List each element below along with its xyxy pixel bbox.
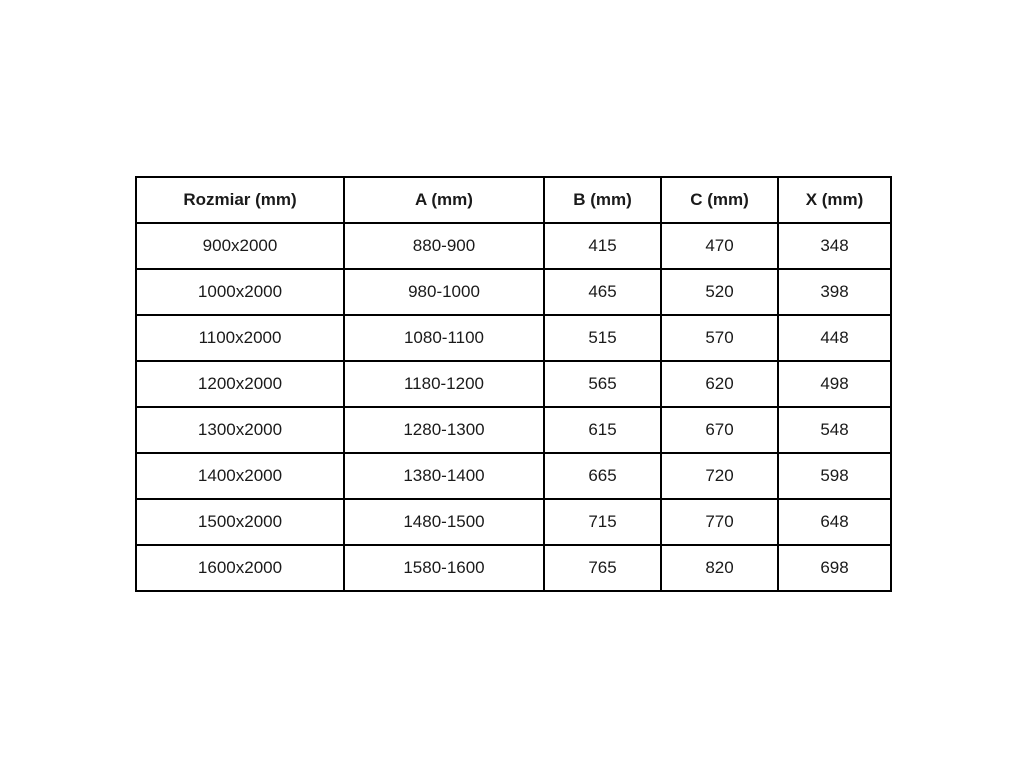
table-cell: 900x2000: [136, 223, 344, 269]
column-header-x: X (mm): [778, 177, 891, 223]
table-cell: 1500x2000: [136, 499, 344, 545]
table-cell: 720: [661, 453, 778, 499]
table-cell: 348: [778, 223, 891, 269]
table-cell: 598: [778, 453, 891, 499]
table-cell: 570: [661, 315, 778, 361]
table-cell: 715: [544, 499, 661, 545]
column-header-rozmiar: Rozmiar (mm): [136, 177, 344, 223]
table-row: [136, 269, 891, 315]
table-row: [136, 223, 891, 269]
table-cell: 670: [661, 407, 778, 453]
table-cell: 548: [778, 407, 891, 453]
size-table: [135, 176, 892, 592]
table-cell: 620: [661, 361, 778, 407]
table-cell: 470: [661, 223, 778, 269]
table-cell: 820: [661, 545, 778, 591]
table-cell: 665: [544, 453, 661, 499]
column-header-c: C (mm): [661, 177, 778, 223]
table-cell: 1080-1100: [344, 315, 544, 361]
header-row: [136, 177, 891, 223]
column-header-b: B (mm): [544, 177, 661, 223]
table-cell: 1600x2000: [136, 545, 344, 591]
table-cell: 1200x2000: [136, 361, 344, 407]
column-header-a: A (mm): [344, 177, 544, 223]
table-cell: 1280-1300: [344, 407, 544, 453]
table-row: [136, 361, 891, 407]
table-cell: 415: [544, 223, 661, 269]
table-cell: 1100x2000: [136, 315, 344, 361]
table-cell: 880-900: [344, 223, 544, 269]
table-cell: 1180-1200: [344, 361, 544, 407]
table-row: [136, 453, 891, 499]
table-cell: 1580-1600: [344, 545, 544, 591]
table-cell: 448: [778, 315, 891, 361]
table-row: [136, 545, 891, 591]
table-row: [136, 315, 891, 361]
table-cell: 648: [778, 499, 891, 545]
table-row: [136, 407, 891, 453]
table-row: [136, 499, 891, 545]
table-cell: 980-1000: [344, 269, 544, 315]
table-cell: 698: [778, 545, 891, 591]
table-cell: 770: [661, 499, 778, 545]
table-cell: 520: [661, 269, 778, 315]
table-cell: 1400x2000: [136, 453, 344, 499]
table-cell: 1480-1500: [344, 499, 544, 545]
table-cell: 565: [544, 361, 661, 407]
table-cell: 1300x2000: [136, 407, 344, 453]
table-cell: 1380-1400: [344, 453, 544, 499]
table-cell: 765: [544, 545, 661, 591]
table-cell: 465: [544, 269, 661, 315]
table-cell: 615: [544, 407, 661, 453]
table-cell: 498: [778, 361, 891, 407]
table-header: [136, 177, 891, 223]
table-body: [136, 223, 891, 591]
table-cell: 398: [778, 269, 891, 315]
table-cell: 1000x2000: [136, 269, 344, 315]
size-table-container: [135, 176, 892, 592]
table-cell: 515: [544, 315, 661, 361]
